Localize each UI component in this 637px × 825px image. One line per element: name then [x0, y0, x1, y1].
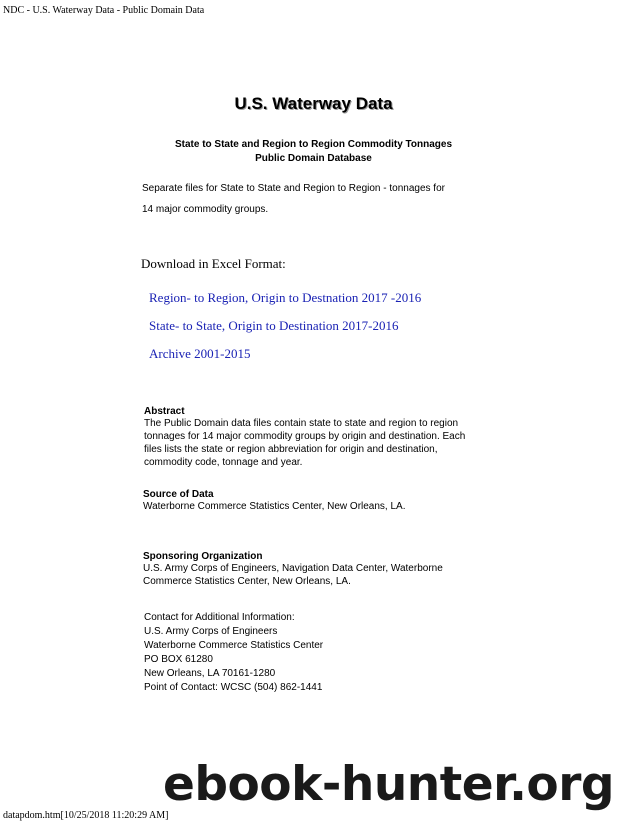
archive-link[interactable]: Archive 2001-2015 [149, 346, 251, 361]
source-section [143, 489, 483, 513]
download-label: Download in Excel Format: [141, 256, 286, 271]
abstract-heading: Abstract [144, 406, 185, 417]
page-subtitle [0, 138, 627, 166]
sponsor-body: U.S. Army Corps of Engineers, Navigation Data Center, Waterborne Commerce Statistics Center, New Orleans, LA. [143, 563, 443, 587]
sponsor-heading: Sponsoring Organization [143, 551, 263, 562]
page-footer: datapdom.htm[10/25/2018 11:20:29 AM] [3, 810, 169, 821]
region-to-region-link[interactable]: Region- to Region, Origin to Destnation 2017 -2016 [149, 290, 422, 305]
state-to-state-link[interactable]: State- to State, Origin to Destination 2017-2016 [149, 318, 399, 333]
contact-label: Contact for Additional Information: [144, 612, 295, 623]
abstract-body: The Public Domain data files contain state to state and region to region tonnages for 14 major commodity groups by origin and destination. Each files lists the state or region abbreviation for origin and destination, commodity code, tonnage and year. [144, 418, 466, 468]
contact-line: PO BOX 61280 [144, 654, 213, 665]
subtitle-line-1: State to State and Region to Region Commodity Tonnages [174, 139, 453, 150]
source-heading: Source of Data [143, 489, 214, 500]
contact-line: New Orleans, LA 70161-1280 [144, 668, 276, 679]
intro-line-1: Separate files for State to State and Region to Region - tonnages for [142, 183, 445, 194]
page-header: NDC - U.S. Waterway Data - Public Domain Data [3, 5, 205, 16]
contact-section [144, 611, 323, 695]
watermark: ebook-hunter.org [163, 757, 615, 812]
contact-line: Point of Contact: WCSC (504) 862-1441 [144, 682, 323, 693]
abstract-section [144, 406, 479, 469]
page-title: U.S. Waterway Data [234, 94, 393, 113]
sponsor-section [143, 551, 463, 588]
source-body: Waterborne Commerce Statistics Center, New Orleans, LA. [143, 501, 406, 512]
subtitle-line-2: Public Domain Database [255, 153, 372, 164]
contact-line: Waterborne Commerce Statistics Center [144, 640, 324, 651]
intro-line-2: 14 major commodity groups. [142, 204, 269, 215]
contact-line: U.S. Army Corps of Engineers [144, 626, 278, 637]
